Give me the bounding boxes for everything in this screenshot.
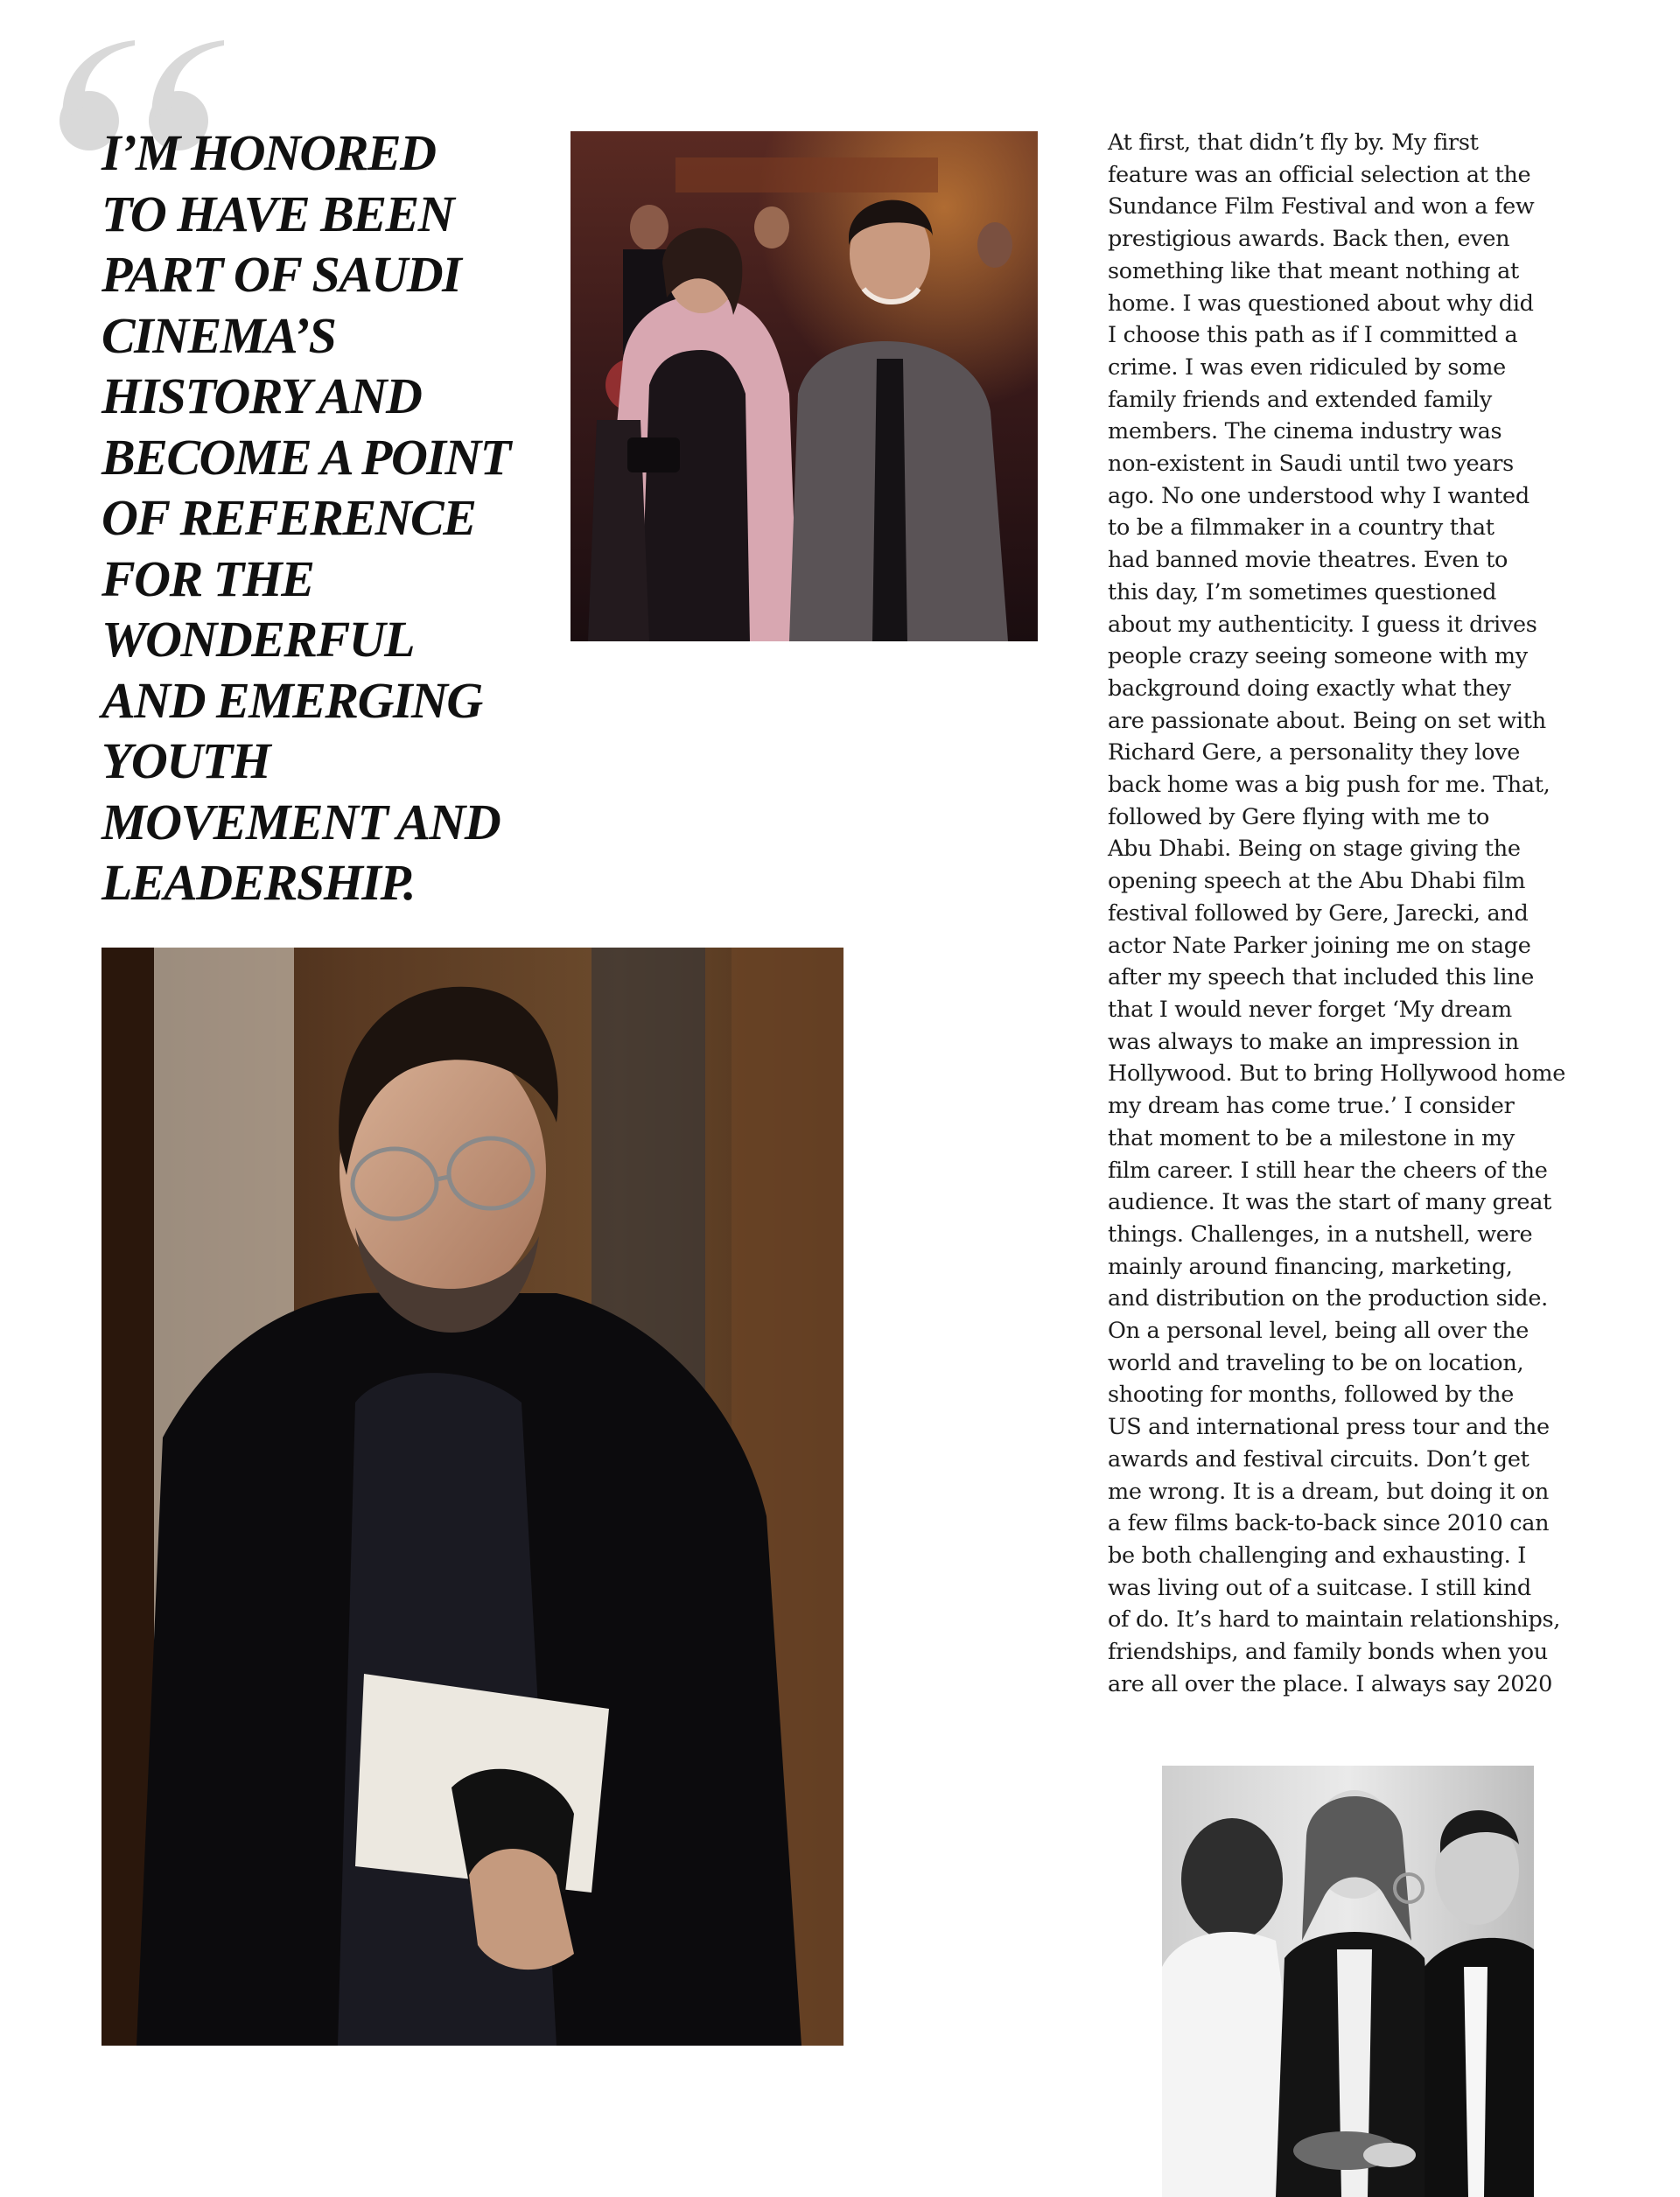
article-line: people crazy seeing someone with my xyxy=(1108,643,1528,670)
article-line: and distribution on the production side. xyxy=(1108,1285,1548,1312)
article-line: me wrong. It is a dream, but doing it on xyxy=(1108,1478,1550,1505)
article-body xyxy=(1108,127,1633,1700)
article-line: had banned movie theatres. Even to xyxy=(1108,547,1508,574)
article-line: after my speech that included this line xyxy=(1108,964,1535,991)
article-line: my dream has come true.’ I consider xyxy=(1108,1093,1515,1120)
article-line: shooting for months, followed by the xyxy=(1108,1382,1515,1409)
article-line: to be a filmmaker in a country that xyxy=(1108,514,1494,542)
article-line: background doing exactly what they xyxy=(1108,675,1511,702)
article-line: I choose this path as if I committed a xyxy=(1108,322,1518,349)
article-line: Hollywood. But to bring Hollywood home xyxy=(1108,1060,1566,1088)
article-line: friendships, and family bonds when you xyxy=(1108,1639,1548,1666)
pull-quote-line: HISTORY AND xyxy=(102,367,422,424)
article-line: a few films back-to-back since 2010 can xyxy=(1108,1510,1550,1537)
article-line: was living out of a suitcase. I still kind xyxy=(1108,1574,1531,1601)
article-line: this day, I’m sometimes questioned xyxy=(1108,578,1497,605)
article-line: Abu Dhabi. Being on stage giving the xyxy=(1108,836,1521,863)
article-line: ago. No one understood why I wanted xyxy=(1108,482,1530,509)
article-line: be both challenging and exhausting. I xyxy=(1108,1542,1527,1569)
article-line: was always to make an impression in xyxy=(1108,1028,1519,1055)
article-line: At first, that didn’t fly by. My first xyxy=(1108,129,1479,156)
article-line: opening speech at the Abu Dhabi film xyxy=(1108,868,1526,895)
article-line: members. The cinema industry was xyxy=(1108,418,1502,445)
pull-quote-line: BECOME A POINT xyxy=(102,428,510,486)
article-line: mainly around financing, marketing, xyxy=(1108,1253,1513,1280)
article-line: home. I was questioned about why did xyxy=(1108,290,1534,317)
pull-quote-line: MOVEMENT AND xyxy=(102,793,500,850)
article-line: On a personal level, being all over the xyxy=(1108,1318,1530,1345)
pull-quote-line: LEADERSHIP. xyxy=(102,854,415,911)
pull-quote-line: OF REFERENCE xyxy=(102,489,476,546)
article-line: Sundance Film Festival and won a few xyxy=(1108,193,1535,220)
article-line: festival followed by Gere, Jarecki, and xyxy=(1108,899,1529,927)
pull-quote-line: YOUTH xyxy=(102,732,270,789)
article-line: things. Challenges, in a nutshell, were xyxy=(1108,1221,1533,1248)
article-line: feature was an official selection at the xyxy=(1108,161,1531,188)
pull-quote-line: CINEMA’S xyxy=(102,306,336,364)
pull-quote-line: TO HAVE BEEN xyxy=(102,185,454,242)
pull-quote-line: FOR THE xyxy=(102,549,314,607)
article-line: that I would never forget ‘My dream xyxy=(1108,996,1512,1023)
article-line: are passionate about. Being on set with xyxy=(1108,707,1546,734)
portrait-with-glasses-photo xyxy=(102,948,844,2046)
article-line: actor Nate Parker joining me on stage xyxy=(1108,932,1531,959)
article-line: something like that meant nothing at xyxy=(1108,257,1519,284)
article-line: crime. I was even ridiculed by some xyxy=(1108,353,1506,381)
article-line: of do. It’s hard to maintain relationships, xyxy=(1108,1606,1561,1634)
article-line: world and traveling to be on location, xyxy=(1108,1349,1524,1376)
article-line: are all over the place. I always say 2020 xyxy=(1108,1670,1553,1697)
pull-quote-line: PART OF SAUDI xyxy=(102,246,461,303)
article-line: family friends and extended family xyxy=(1108,386,1492,413)
article-line: about my authenticity. I guess it drives xyxy=(1108,611,1537,638)
article-line: Richard Gere, a personality they love xyxy=(1108,739,1521,766)
article-line: back home was a big push for me. That, xyxy=(1108,772,1550,799)
article-line: audience. It was the start of many great xyxy=(1108,1189,1552,1216)
article-line: followed by Gere flying with me to xyxy=(1108,803,1490,830)
article-line: prestigious awards. Back then, even xyxy=(1108,226,1510,253)
article-line: awards and festival circuits. Don’t get xyxy=(1108,1445,1530,1473)
article-line: that moment to be a milestone in my xyxy=(1108,1124,1515,1151)
red-carpet-event-photo xyxy=(570,131,1038,641)
article-line: US and international press tour and the xyxy=(1108,1414,1550,1441)
pull-quote xyxy=(102,122,574,913)
article-line: film career. I still hear the cheers of the xyxy=(1108,1157,1548,1184)
article-line: non-existent in Saudi until two years xyxy=(1108,451,1514,478)
black-and-white-group-photo xyxy=(1162,1766,1534,2197)
pull-quote-line: WONDERFUL xyxy=(102,611,415,668)
pull-quote-line: I’M HONORED xyxy=(102,124,436,181)
pull-quote-line: AND EMERGING xyxy=(102,671,482,729)
